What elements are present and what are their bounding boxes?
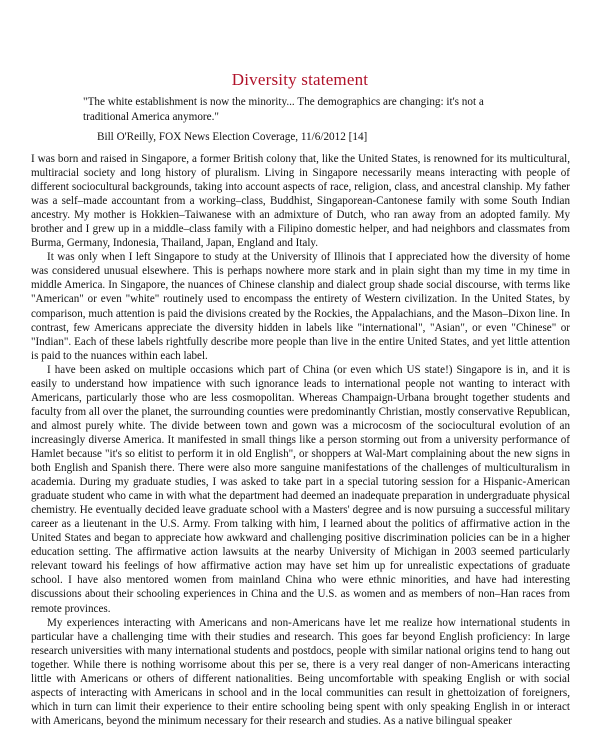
paragraph: I was born and raised in Singapore, a former British colony that, like the United States, is renowned for its multicultural, multiracial society and long history of pluralism. Living in Singapore necessarily means interacting with people of different sociocultural backgrounds, taking into account aspects of race, religion, class, and ancestral clanship. My father was a self–made accountant from a working–class, Buddhist, Singaporean-Cantonese family with some South Indian ancestry. My mother is Hokkien–Taiwanese with an admixture of Dutch, who ran away from an adopted family. My brother and I grew up in a middle–class family with a Filipino domestic helper, and had neighbors and classmates from Burma, Germany, Indonesia, Thailand, Japan, England and Italy. (31, 153, 570, 250)
document-body (31, 152, 570, 728)
paragraph: I have been asked on multiple occasions which part of China (or even which US state!) Singapore is in, and it is easily to understand how impatience with such ignorance leads to international people not wanting to interact with Americans, particularly those who are less cosmopolitan. Whereas Champaign-Urbana brought together students and faculty from all over the planet, the surrounding counties were predominantly Christian, mostly conservative Republican, and almost purely white. The divide between town and gown was a microcosm of the sociocultural evolution of an increasingly diverse America. It manifested in small things like a person storming out from a university performance of Hamlet because "it's so elitist to perform it in old English", or shoppers at Wal-Mart complaining about the new signs in both English and Spanish there. There were also more sanguine manifestations of the challenges of multiculturalism in academia. During my graduate studies, I was asked to take part in a special tutoring session for a Hispanic-American graduate student who came in with what the department had deemed an inadequate preparation in undergraduate physical chemistry. He eventually decided leave graduate school with a Masters' degree and is now pursuing a successful military career as a lieutenant in the U.S. Army. From talking with him, I learned about the politics of affirmative action in the United States and began to appreciate how awkward and challenging positive discrimination policies can be in a higher education setting. The affirmative action lawsuits at the nearby University of Michigan in 2003 seemed particularly relevant toward his feelings of how affirmative action may have set him up for unrealistic expectations of graduate school. I have also mentored women from mainland China who were ethnic minorities, and have had interesting discussions about their schooling experiences in China and the U.S. as women and as members of non–Han races from remote provinces. (31, 363, 570, 615)
epigraph-attribution: Bill O'Reilly, FOX News Election Coverage, 11/6/2012 [14] (97, 131, 368, 143)
paragraph: My experiences interacting with Americans and non-Americans have let me realize how international students in particular have a challenging time with their studies and research. This goes far beyond English proficiency: In large research universities with many international students and postdocs, people with similar national origins tend to hang out together. While there is nothing worrisome about this per se, there is a very real danger of non-Americans interacting little with Americans or others of different nationalities. Being uncomfortable with speaking English or with social aspects of interacting with Americans in school and in the local communities can result in ghettoization of foreigners, which in turn can limit their experience to their entire schooling being spent with only speaking English in or interact with Americans, beyond the minimum necessary for their research and studies. As a native bilingual speaker (31, 616, 570, 727)
epigraph-quote: "The white establishment is now the minority... The demographics are changing: it's not a traditional America anymore." (83, 96, 484, 123)
document-title: Diversity statement (231, 70, 369, 89)
paragraph: It was only when I left Singapore to study at the University of Illinois that I appreciated how the diversity of home was considered unusual elsewhere. This is perhaps nowhere more stark and in plain sight than my time in my time in middle America. In Singapore, the nuances of Chinese clanship and dialect group shade social discourse, with terms like "American" or even "white" routinely used to encompass the entirety of Western civilization. In the United States, by comparison, much attention is paid the divisions created by the Rockies, the Appalachians, and the Mason–Dixon line. In contrast, few Americans appreciate the diversity hidden in labels like "international", "Asian", or even "Chinese" or "Indian". Each of these labels rightfully describe more people than live in the entire United States, and yet little attention is paid to the nuances within each label. (31, 251, 570, 362)
